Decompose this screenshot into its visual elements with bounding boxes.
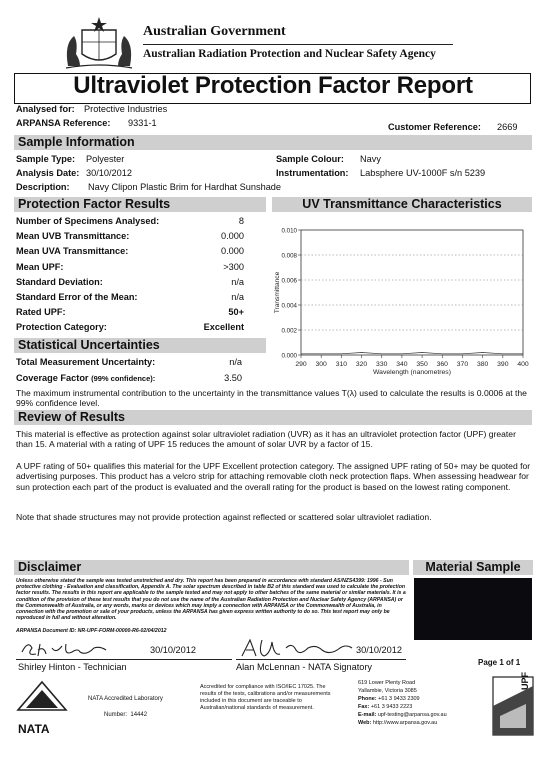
- y-tick-label: 0.010: [281, 227, 297, 235]
- analysed-for-value: Protective Industries: [84, 104, 168, 114]
- instrumentation-value: Labsphere UV-1000F s/n 5239: [360, 168, 486, 178]
- coverage-factor-note: (99% confidence):: [91, 374, 156, 383]
- y-tick-label: 0.000: [281, 352, 297, 360]
- material-sample-heading: Material Sample: [413, 560, 533, 575]
- uncertainty-note: The maximum instrumental contribution to the uncertainty in the transmittance values T(λ) used to calculate the results is 0.0006 at the 99% confidence level.: [16, 388, 527, 409]
- pf-row-label: Standard Error of the Mean:: [16, 292, 138, 302]
- fax-label: Fax:: [358, 704, 370, 710]
- sample-type-value: Polyester: [86, 154, 125, 164]
- technician-signature-line: [16, 659, 232, 660]
- government-name: Australian Government: [143, 24, 286, 39]
- fax-value: +61 3 9433 2223: [370, 704, 413, 710]
- email: [358, 712, 447, 719]
- web-value: http://www.arpansa.gov.au: [372, 720, 438, 726]
- x-tick-label: 310: [335, 361, 348, 368]
- pf-row-label: Rated UPF:: [16, 307, 66, 318]
- sample-type-label: Sample Type:: [16, 154, 76, 164]
- pf-row-value: Excellent: [203, 322, 244, 333]
- pf-row-value: 0.000: [221, 231, 244, 242]
- x-tick-label: 330: [376, 361, 388, 368]
- y-tick-label: 0.008: [281, 252, 297, 260]
- signatory-date: 30/10/2012: [356, 645, 402, 655]
- review-heading: Review of Results: [14, 410, 532, 425]
- x-tick-label: 360: [436, 361, 448, 368]
- header-divider: [143, 44, 453, 45]
- x-tick-label: 380: [476, 361, 489, 368]
- pf-row-value: 0.000: [221, 246, 244, 257]
- disclaimer-document-id: ARPANSA Document ID: NR-UPF-FORM-00000-R6-02/04/2012: [16, 628, 167, 634]
- y-tick-label: 0.004: [281, 302, 297, 310]
- web-label: Web:: [358, 720, 372, 726]
- address-line-1: 619 Lower Plenty Road: [358, 680, 416, 686]
- page-title: Ultraviolet Protection Factor Report: [73, 72, 473, 99]
- website: [358, 720, 437, 727]
- x-tick-label: 290: [295, 361, 307, 368]
- pf-row-label: Mean UVA Transmittance:: [16, 246, 129, 257]
- sample-colour-value: Navy: [360, 154, 381, 164]
- signatory-signature: [236, 634, 356, 662]
- signatory-signature-line: [236, 659, 406, 660]
- y-tick-label: 0.006: [281, 277, 297, 285]
- pf-row-label: Standard Deviation:: [16, 276, 103, 287]
- phone-label: Phone:: [358, 696, 377, 702]
- pf-row-label: Mean UPF:: [16, 261, 64, 272]
- phone: [358, 696, 420, 703]
- fax: [358, 704, 412, 711]
- customer-reference-value: 2669: [497, 122, 518, 132]
- page-number: Page 1 of 1: [478, 658, 521, 667]
- pf-row-value: 50+: [228, 307, 244, 318]
- nata-number-value: 14442: [130, 712, 148, 718]
- coverage-factor-value: 3.50: [224, 373, 242, 383]
- pf-row-label: Protection Category:: [16, 322, 107, 333]
- email-value: upf-testing@arpansa.gov.au: [377, 712, 447, 718]
- pf-row-value: 8: [238, 216, 244, 226]
- x-tick-label: 390: [497, 361, 509, 368]
- review-paragraph-3: Note that shade structures may not provide protection against reflected or scattered solar ultraviolet radiation.: [16, 512, 432, 522]
- analysis-date-value: 30/10/2012: [86, 168, 132, 178]
- x-tick-label: 300: [315, 361, 327, 368]
- review-paragraph-2: A UPF rating of 50+ qualifies this material for the UPF Excellent protection category. The assigned UPF rating of 50+ may be quoted for advertising purposes. This product has a velcro strip for attaching removable cloth neck protection flaps. When assessing headwear for sun protection each part of the product is evaluated and the overall rating for the product is based on the lowest rating component.: [16, 461, 531, 492]
- material-sample-swatch: [414, 578, 532, 640]
- x-tick-label: 370: [456, 361, 469, 368]
- review-paragraph-1: This material is effective as protection against solar ultraviolet radiation (UVR) as it has an ultraviolet protection factor (UPF) greater than 15. A material with a rating of UPF 15 reduces the amount of solar UVR by a factor of 15.: [16, 429, 516, 450]
- x-tick-label: 350: [416, 361, 428, 368]
- address-line-2: Yallambie, Victoria 3085: [358, 688, 417, 694]
- email-label: E-mail:: [358, 712, 377, 718]
- disclaimer-text: Unless otherwise stated the sample was tested unstretched and dry. This report has been prepared in accordance with standard AS/NZS4399: 1996 - Sun protective clothing - Evaluation and classification, Appendix A. The solar spectrum described in table B2 of this standard was used to calculate the protection factor results. The results in this report are applicable to the sample tested and may not apply to other batches of the same material or similar materials. It is a condition of the provision of these test results that you do not use the name of the Australian Radiation Protection and Nuclear Safety Agency (ARPANSA) or the Commonwealth of Australia, or any words, marks or devices which may imply a connection with ARPANSA or the Commonwealth of Australia, in connection with the promotion or sale of your products, unless the ARPANSA has given express written authority to do so. This test report may only be reproduced in full and without alteration.: [16, 578, 406, 622]
- pf-row-value: n/a: [231, 276, 244, 287]
- plot-area: [301, 230, 523, 355]
- y-tick-label: 0.002: [281, 327, 297, 335]
- uv-transmittance-chart: [265, 218, 537, 384]
- pf-row-value: n/a: [231, 292, 244, 302]
- x-tick-label: 320: [355, 361, 368, 368]
- total-uncertainty-label: Total Measurement Uncertainty:: [16, 357, 156, 367]
- description-label: Description:: [16, 182, 70, 192]
- agency-name: Australian Radiation Protection and Nuclear Safety Agency: [143, 48, 436, 60]
- x-axis-label: Wavelength (nanometres): [373, 369, 451, 376]
- nata-number-label: Number:: [104, 712, 128, 718]
- analysed-for-label: Analysed for:: [16, 104, 75, 114]
- phone-value: +61 3 9433 2309: [378, 696, 420, 702]
- coat-of-arms-icon: [62, 14, 136, 72]
- analysis-date-label: Analysis Date:: [16, 168, 80, 178]
- total-uncertainty-value: n/a: [229, 357, 242, 367]
- upf-logo-text: UPF: [520, 672, 530, 690]
- technician-date: 30/10/2012: [150, 645, 196, 655]
- arpansa-reference-label: ARPANSA Reference:: [16, 118, 111, 128]
- instrumentation-label: Instrumentation:: [276, 168, 349, 178]
- nata-lab-label: NATA Accredited Laboratory: [88, 696, 163, 702]
- nata-number: [104, 712, 147, 719]
- statistical-uncertainties-heading: Statistical Uncertainties: [14, 338, 266, 353]
- description-value: Navy Clipon Plastic Brim for Hardhat Sunshade: [88, 182, 282, 192]
- customer-reference-label: Customer Reference:: [388, 122, 481, 132]
- x-tick-label: 340: [396, 361, 408, 368]
- uv-transmittance-heading: UV Transmittance Characteristics: [272, 197, 532, 212]
- accreditation-statement: Accredited for compliance with ISO/IEC 17025. The results of the tests, calibrations and/or measurements included in this document are traceable to Australian/national standards of measurement.: [200, 684, 331, 711]
- disclaimer-heading: Disclaimer: [14, 560, 409, 575]
- technician-signature: [18, 638, 110, 660]
- coverage-factor-label: [16, 373, 155, 383]
- signatory-name: Alan McLennan - NATA Signatory: [236, 662, 373, 672]
- pf-row-value: >300: [223, 261, 244, 272]
- nata-logo-text: NATA: [18, 722, 50, 736]
- sample-colour-label: Sample Colour:: [276, 154, 344, 164]
- protection-factor-heading: Protection Factor Results: [14, 197, 266, 212]
- sample-information-heading: Sample Information: [14, 135, 532, 150]
- y-axis-label: Transmittance: [274, 271, 281, 314]
- technician-name: Shirley Hinton - Technician: [18, 662, 127, 672]
- arpansa-reference-value: 9331-1: [128, 118, 157, 128]
- pf-row-label: Number of Specimens Analysed:: [16, 216, 160, 226]
- coverage-factor-text: Coverage Factor: [16, 373, 89, 383]
- x-tick-label: 400: [517, 361, 529, 368]
- pf-row-label: Mean UVB Transmittance:: [16, 231, 130, 242]
